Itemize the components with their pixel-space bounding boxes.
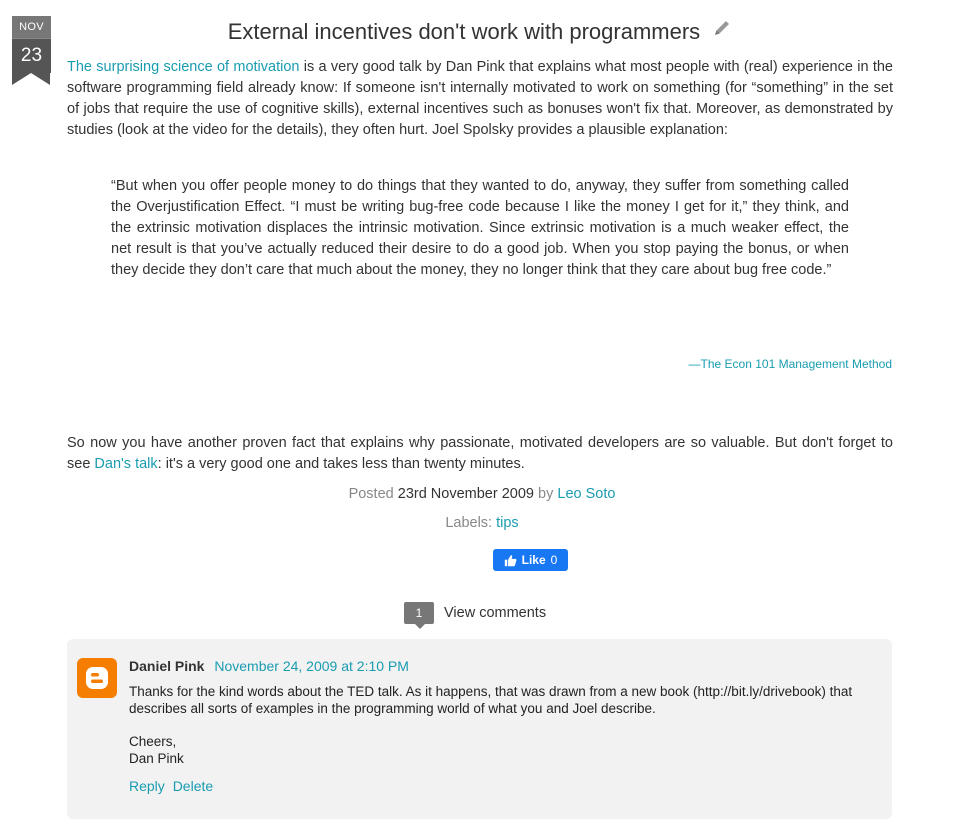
pencil-icon[interactable] — [712, 17, 732, 45]
reply-link[interactable]: Reply — [129, 778, 165, 794]
date-badge — [12, 16, 51, 85]
post-title-text[interactable]: External incentives don't work with programmers — [227, 19, 701, 44]
intro-text: is a very good talk by Dan Pink that explains what most people with (real) experience in the software programming field already know: If someone isn't internally motivated to work on something (for “something” in the set of jobs that require the use of cognitive skills), external incentives such as bonuses won't fix that. Moreover, as demonstrated by studies (look at the video for the details), they often hurt. Joel Spolsky provides a plausible explanation: — [67, 59, 893, 138]
author-link[interactable]: Leo Soto — [557, 486, 616, 502]
like-label: Like — [521, 553, 546, 567]
post-outro — [67, 433, 893, 475]
quote-source-link[interactable]: The Econ 101 Management Method — [700, 357, 892, 371]
date-month: NOV — [12, 16, 51, 38]
post-title — [67, 18, 893, 46]
comment-text: Thanks for the kind words about the TED talk. As it happens, that was drawn from a new book (http://bit.ly/drivebook) that describes all sorts of examples in the programming world of what you and Joel describe. — [129, 684, 853, 716]
thumbs-up-icon — [504, 554, 517, 567]
comments-header — [404, 602, 546, 624]
facebook-like-button[interactable] — [493, 549, 568, 571]
post-intro — [67, 57, 893, 141]
posted-date: 23rd November 2009 — [397, 486, 534, 502]
quote-dash: — — [688, 357, 701, 371]
delete-link[interactable]: Delete — [172, 778, 214, 794]
comment-signature: Dan Pink — [129, 751, 184, 766]
comment-count-badge: 1 — [404, 602, 434, 624]
comment-timestamp[interactable]: November 24, 2009 at 2:10 PM — [214, 658, 409, 674]
quote-attribution — [689, 357, 892, 371]
comment-item — [67, 639, 892, 819]
post-meta — [0, 486, 964, 502]
intro-link[interactable]: The surprising science of motivation — [67, 59, 300, 75]
comment-body — [129, 683, 889, 767]
label-tag-link[interactable]: tips — [496, 515, 519, 531]
comment-actions — [129, 778, 217, 794]
outro-text-after: : it's a very good one and takes less than twenty minutes. — [157, 456, 525, 472]
view-comments-link[interactable]: View comments — [444, 605, 547, 621]
post-labels — [0, 515, 964, 531]
blockquote: “But when you offer people money to do things that they wanted to do, anyway, they suffer from something called the Overjustification Effect. “I must be writing bug-free code because I like the money I get for it,” they think, and the extrinsic motivation displaces the intrinsic motivation. Since extrinsic motivation is a much weaker effect, the net result is that you’ve actually reduced their desire to do a good job. When you stop paying the bonus, or when they decide they don’t care that much about the money, they no longer think that they care about bug free code.” — [111, 178, 849, 278]
by-label: by — [538, 486, 554, 502]
like-count: 0 — [550, 553, 558, 567]
dans-talk-link[interactable]: Dan's talk — [94, 456, 158, 472]
comment-author-name[interactable]: Daniel Pink — [129, 658, 205, 674]
date-day: 23 — [12, 38, 51, 73]
outro-text-before: So now you have another proven fact that explains why passionate, motivated developers are so valuable. But don't forget to see — [67, 435, 893, 472]
comment-header — [129, 658, 409, 674]
blogger-icon[interactable] — [77, 658, 117, 698]
labels-label: Labels: — [445, 515, 493, 531]
date-badge-ribbon — [12, 73, 50, 85]
posted-label: Posted — [348, 486, 394, 502]
comment-signoff: Cheers, — [129, 734, 177, 749]
